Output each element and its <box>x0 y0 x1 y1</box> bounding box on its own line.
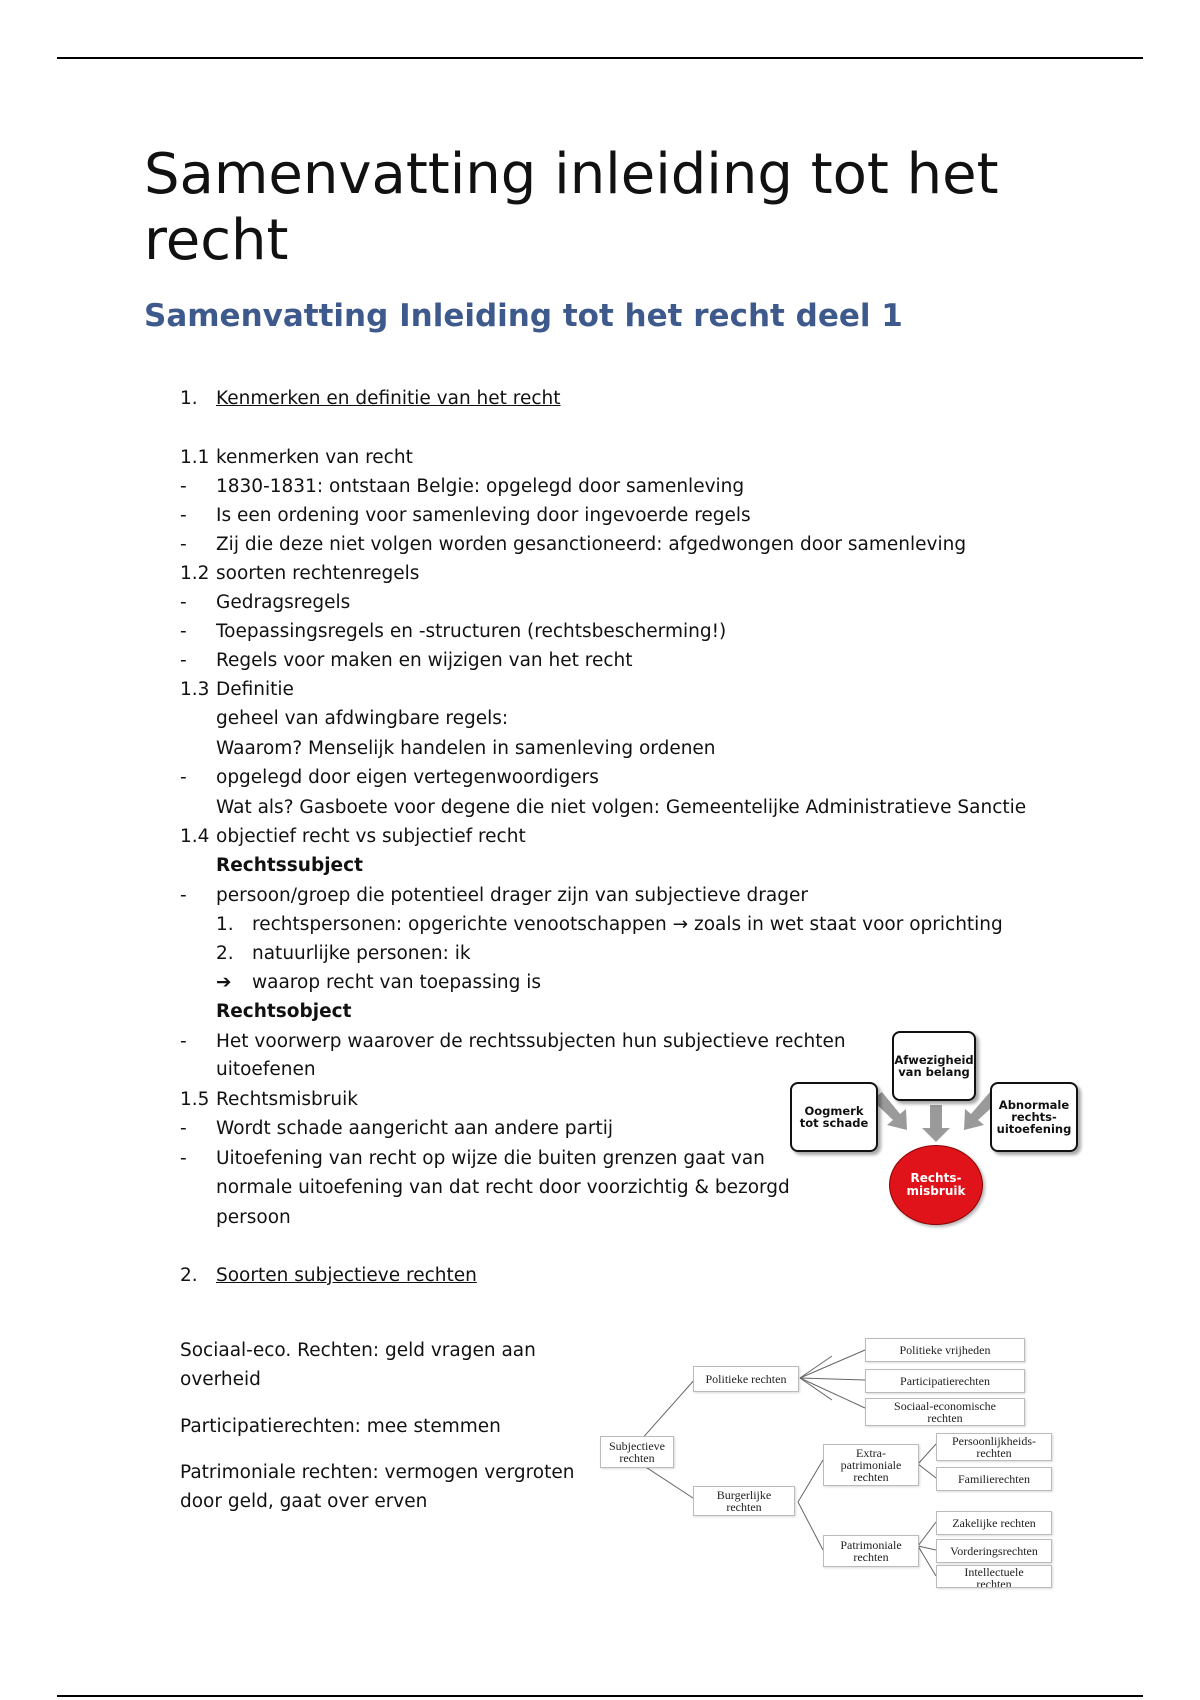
node-label: rechten <box>619 1451 655 1465</box>
tree-node-politieke-vrijheden <box>865 1338 1025 1362</box>
tree-node-familierechten <box>936 1467 1052 1491</box>
node-label: rechten <box>853 1470 889 1484</box>
list-item-text: opgelegd door eigen vertegenwoordigers <box>216 767 599 788</box>
node-label: Sociaal-economische rechten <box>894 1399 996 1425</box>
rechtsmisbruik-circle <box>889 1145 983 1225</box>
section-2-title: Soorten subjectieve rechten <box>216 1265 477 1286</box>
node-label: Subjectieve <box>609 1439 665 1453</box>
rechtsobject-heading: Rechtsobject <box>216 1001 352 1022</box>
tree-node-subjectieve-rechten <box>600 1436 674 1468</box>
tree-node-extra-patrimoniale-rechten <box>823 1444 919 1486</box>
list-item-text: 1830-1831: ontstaan Belgie: opgelegd door samenleving <box>216 476 745 497</box>
list-item-continuation: persoon <box>216 1207 291 1228</box>
bullet: - <box>180 1148 187 1169</box>
node-label: Participatierechten <box>900 1374 990 1388</box>
box-label: tot schade <box>799 1116 869 1130</box>
box-label: Abnormale <box>998 1098 1070 1112</box>
rechtsmisbruik-diagram <box>790 1030 1080 1230</box>
section-2-number: 2. <box>180 1265 198 1286</box>
bullet: - <box>180 505 187 526</box>
rechtssubject-heading: Rechtssubject <box>216 855 363 876</box>
bullet: - <box>180 534 187 555</box>
item-text: natuurlijke personen: ik <box>252 943 471 964</box>
list-item-text: persoon/groep die potentieel drager zijn van subjectieve drager <box>216 885 808 906</box>
arrow-down-icon <box>922 1105 950 1142</box>
tree-node-intellectuele-rechten <box>936 1565 1052 1588</box>
subsection-number: 1.2 <box>180 563 210 584</box>
node-label: rechten <box>976 1446 1012 1460</box>
list-item-text: Gedragsregels <box>216 592 351 613</box>
definition-line: geheel van afdwingbare regels: <box>216 708 509 729</box>
top-rule <box>57 57 1143 59</box>
circle-label: Rechts- <box>910 1171 962 1185</box>
document-title: Samenvatting inleiding tot het recht <box>144 142 999 273</box>
list-item-text: Is een ordening voor samenleving door ingevoerde regels <box>216 505 751 526</box>
section-1-title: Kenmerken en definitie van het recht <box>216 388 561 409</box>
note-line: door geld, gaat over erven <box>180 1491 428 1512</box>
item-number: 1. <box>216 914 234 935</box>
item-text: rechtspersonen: opgerichte venootschappen → zoals in wet staat voor oprichting <box>252 914 1003 935</box>
node-label: Extra- <box>856 1446 886 1460</box>
arrow-icon: ➔ <box>216 972 232 993</box>
node-label: Persoonlijkheids- <box>952 1434 1036 1448</box>
oogmerk-box <box>790 1082 878 1152</box>
tree-node-patrimoniale-rechten <box>823 1535 919 1567</box>
list-item-text: Wordt schade aangericht aan andere partij <box>216 1118 614 1139</box>
node-label: rechten <box>853 1550 889 1564</box>
node-label: rechten <box>976 1577 1012 1588</box>
box-label: van belang <box>898 1065 970 1079</box>
item-text: waarop recht van toepassing is <box>252 972 542 993</box>
definition-line: Wat als? Gasboete voor degene die niet volgen: Gemeentelijke Administratieve Sanctie <box>216 797 1027 818</box>
definition-line: Waarom? Menselijk handelen in samenleving ordenen <box>216 738 716 759</box>
tree-node-zakelijke-rechten <box>936 1511 1052 1535</box>
node-label: Vorderingsrechten <box>950 1544 1038 1558</box>
note-line: Participatierechten: mee stemmen <box>180 1416 501 1437</box>
subsection-number: 1.1 <box>180 447 210 468</box>
box-label: rechts- <box>1011 1110 1057 1124</box>
afwezigheid-box <box>892 1031 976 1101</box>
subsection-number: 1.4 <box>180 826 210 847</box>
node-label: Intellectuele <box>964 1565 1024 1579</box>
box-label: Oogmerk <box>804 1104 864 1118</box>
subsection-title: objectief recht vs subjectief recht <box>216 826 526 847</box>
subsection-title: soorten rechtenregels <box>216 563 420 584</box>
subsection-title: Rechtsmisbruik <box>216 1089 358 1110</box>
list-item-text: Toepassingsregels en -structuren (rechtsbescherming!) <box>216 621 727 642</box>
node-label: patrimoniale <box>840 1458 902 1472</box>
bullet: - <box>180 621 187 642</box>
tree-node-vorderingsrechten <box>936 1539 1052 1563</box>
node-label: Politieke vrijheden <box>899 1343 991 1357</box>
list-item-text: Zij die deze niet volgen worden gesanctioneerd: afgedwongen door samenleving <box>216 534 967 555</box>
box-label: uitoefening <box>996 1122 1072 1136</box>
tree-node-sociaal-economische-rechten <box>865 1398 1025 1426</box>
node-label: Patrimoniale <box>840 1538 902 1552</box>
bullet: - <box>180 1031 187 1052</box>
item-number: 2. <box>216 943 234 964</box>
bullet: - <box>180 650 187 671</box>
subsection-number: 1.3 <box>180 679 210 700</box>
list-item-continuation: uitoefenen <box>216 1059 316 1080</box>
tree-node-participatierechten <box>865 1369 1025 1393</box>
bullet: - <box>180 1118 187 1139</box>
tree-node-politieke-rechten <box>693 1366 799 1392</box>
document-subtitle: Samenvatting Inleiding tot het recht deel 1 <box>144 298 903 334</box>
note-line: Sociaal-eco. Rechten: geld vragen aan <box>180 1340 536 1361</box>
rights-tree-diagram <box>600 1336 1052 1586</box>
subsection-title: kenmerken van recht <box>216 447 413 468</box>
tree-node-burgerlijke-rechten <box>693 1486 795 1516</box>
bullet: - <box>180 767 187 788</box>
note-line: Patrimoniale rechten: vermogen vergroten <box>180 1462 575 1483</box>
node-label: Politieke rechten <box>705 1372 787 1386</box>
bottom-rule <box>57 1695 1143 1697</box>
list-item-text: Regels voor maken en wijzigen van het recht <box>216 650 633 671</box>
list-item-text: Uitoefening van recht op wijze die buiten grenzen gaat van <box>216 1148 765 1169</box>
list-item-continuation: normale uitoefening van dat recht door voorzichtig & bezorgd <box>216 1177 790 1198</box>
subsection-number: 1.5 <box>180 1089 210 1110</box>
bullet: - <box>180 592 187 613</box>
node-label: Zakelijke rechten <box>952 1516 1036 1530</box>
box-label: Afwezigheid <box>894 1053 974 1067</box>
tree-node-persoonlijkheidsrechten <box>936 1433 1052 1461</box>
list-item-text: Het voorwerp waarover de rechtssubjecten hun subjectieve rechten <box>216 1031 846 1052</box>
node-label: Familierechten <box>958 1472 1030 1486</box>
node-label: rechten <box>726 1500 762 1514</box>
bullet: - <box>180 885 187 906</box>
subsection-title: Definitie <box>216 679 294 700</box>
abnormale-box <box>990 1082 1078 1152</box>
circle-label: misbruik <box>906 1184 966 1198</box>
section-1-number: 1. <box>180 388 198 409</box>
bullet: - <box>180 476 187 497</box>
note-line: overheid <box>180 1369 261 1390</box>
node-label: Burgerlijke <box>716 1488 772 1502</box>
